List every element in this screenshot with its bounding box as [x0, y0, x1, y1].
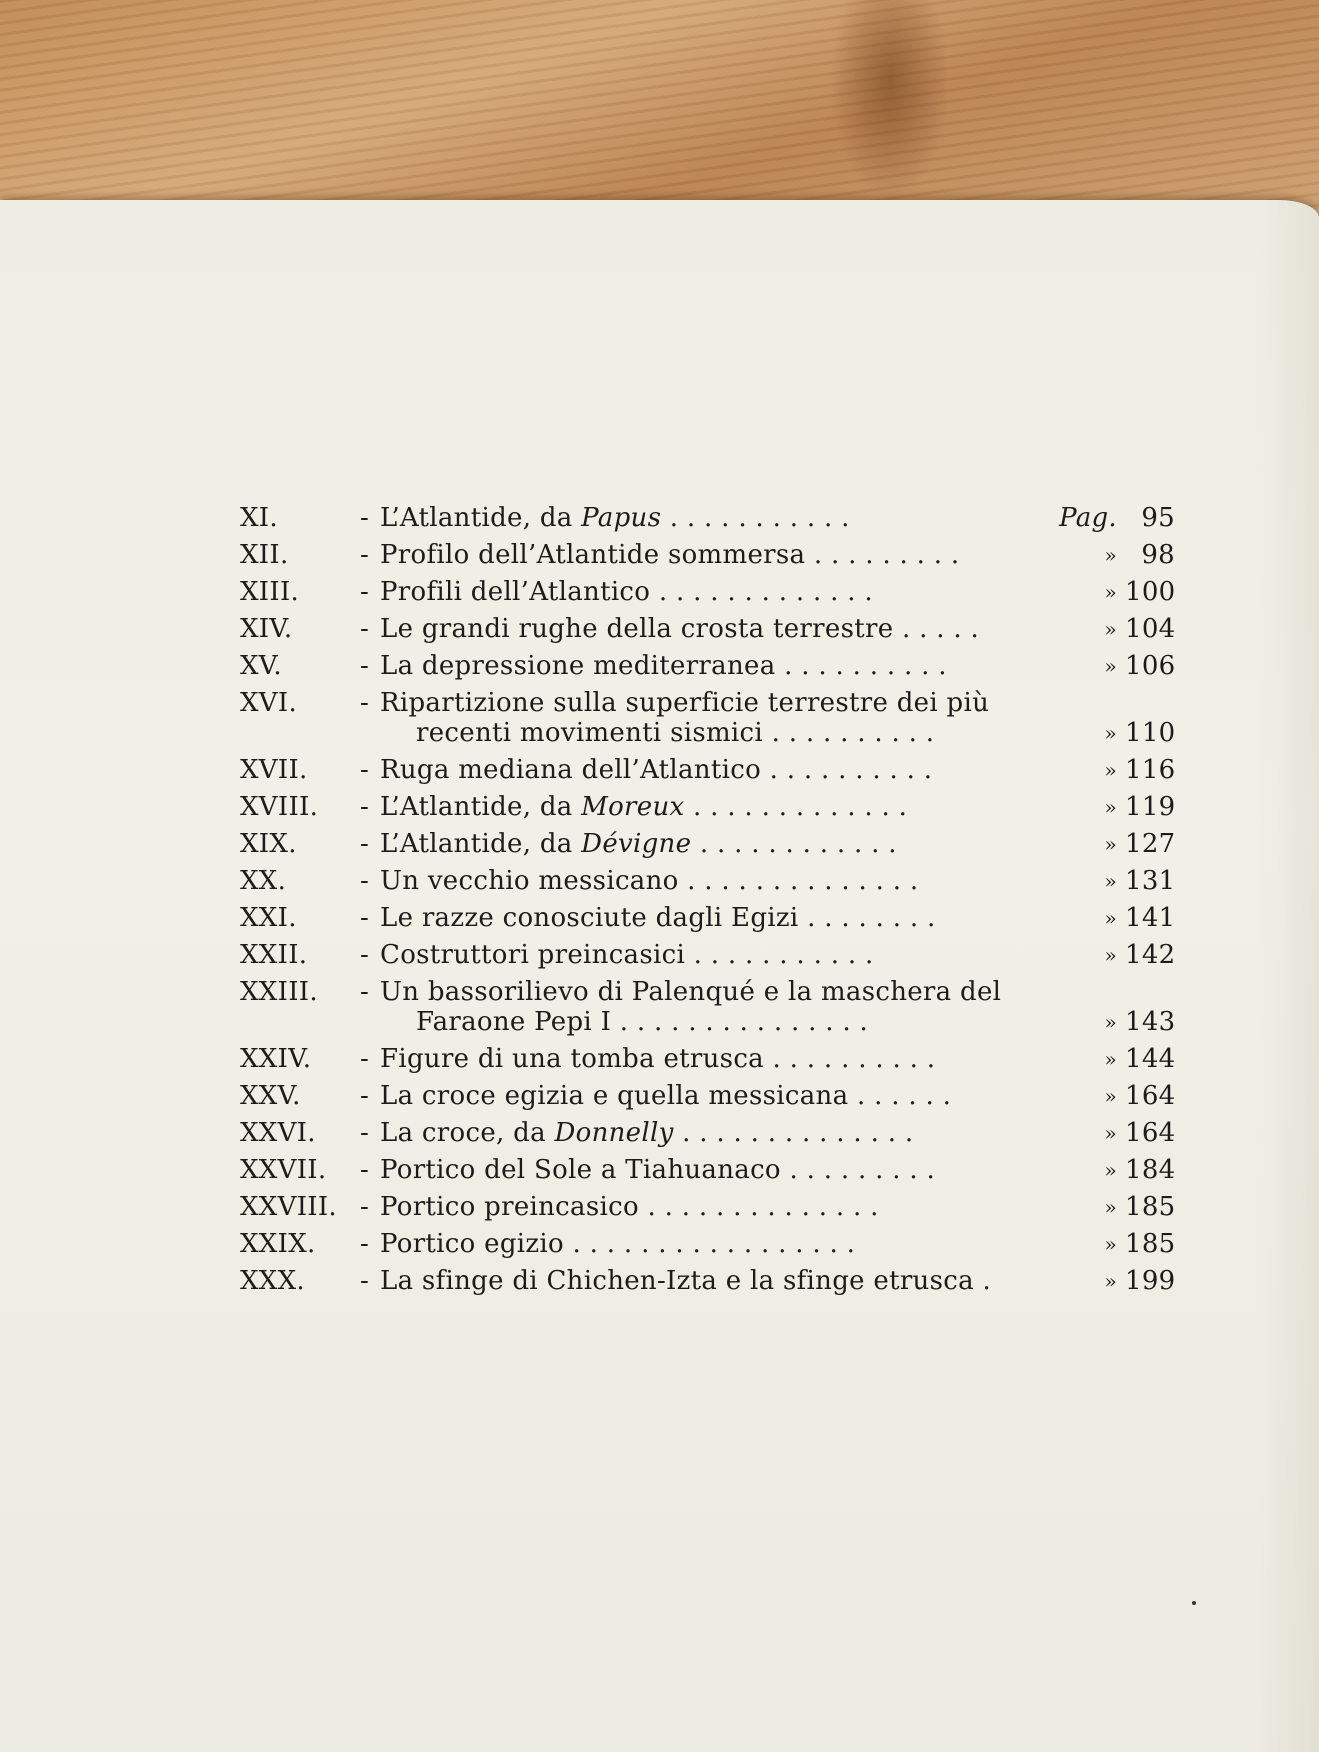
- ditto-mark: »: [1104, 795, 1117, 819]
- entry-number: XXIX.: [240, 1229, 316, 1259]
- ditto-mark: »: [1104, 580, 1117, 604]
- entry-title-continuation: Faraone Pepi I . . . . . . . . . . . . . . .: [416, 1007, 869, 1037]
- entry-number: XII.: [240, 540, 289, 570]
- entry-number: XIX.: [240, 829, 297, 859]
- entry-title: La sfinge di Chichen-Izta e la sfinge etrusca .: [380, 1266, 992, 1296]
- page-number: 131: [1125, 866, 1176, 896]
- ditto-mark: »: [1104, 1232, 1117, 1256]
- dot-leader: . . . . . . . . .: [805, 540, 960, 570]
- dot-leader: . . . . . . . . . .: [761, 755, 933, 785]
- page-number: 98: [1141, 540, 1175, 570]
- toc-entry: [240, 500, 1175, 537]
- entry-dash: -: [360, 903, 370, 933]
- page-number: 110: [1125, 718, 1176, 748]
- page-number: 164: [1125, 1081, 1176, 1111]
- ditto-mark: »: [1104, 1195, 1117, 1219]
- entry-dash: -: [360, 1229, 370, 1259]
- page-label: Pag.: [1059, 503, 1117, 533]
- entry-dash: -: [360, 866, 370, 896]
- dot-leader: . . . . . . . . . .: [763, 1044, 936, 1074]
- entry-title: L’Atlantide, da Dévigne . . . . . . . . . . . .: [380, 829, 897, 859]
- entry-title: L’Atlantide, da Papus . . . . . . . . . . .: [380, 503, 850, 533]
- page-number: 144: [1125, 1044, 1176, 1074]
- dot-leader: . . . . . . . . . . .: [685, 940, 874, 970]
- entry-dash: -: [360, 1081, 370, 1111]
- dot-leader: . . . . . . . . . . . . . .: [673, 1118, 914, 1148]
- entry-number: XV.: [240, 651, 282, 681]
- entry-title: Costruttori preincasici . . . . . . . . . . .: [380, 940, 874, 970]
- ditto-mark: »: [1104, 543, 1117, 567]
- ditto-mark: »: [1104, 1010, 1117, 1034]
- toc-entry: [240, 826, 1175, 863]
- entry-dash: -: [360, 503, 370, 533]
- page-number: 184: [1125, 1155, 1176, 1185]
- page-number: 127: [1125, 829, 1176, 859]
- ditto-mark: »: [1104, 1084, 1117, 1108]
- toc-entry: [240, 1226, 1175, 1263]
- entry-title: L’Atlantide, da Moreux . . . . . . . . . . . . .: [380, 792, 908, 822]
- entry-number: XXVIII.: [240, 1192, 337, 1222]
- page-number: 164: [1125, 1118, 1176, 1148]
- toc-entry: [240, 1041, 1175, 1078]
- entry-number: XXII.: [240, 940, 308, 970]
- dot-leader: .: [973, 1266, 992, 1296]
- toc-entry: [240, 648, 1175, 685]
- page-number: 185: [1125, 1229, 1176, 1259]
- entry-number: XX.: [240, 866, 287, 896]
- entry-number: XXIII.: [240, 977, 318, 1007]
- entry-title: Le razze conosciute dagli Egizi . . . . . . . .: [380, 903, 936, 933]
- toc-entry: [240, 1263, 1175, 1300]
- table-of-contents: [240, 500, 1175, 1300]
- entry-number: XIV.: [240, 614, 293, 644]
- entry-dash: -: [360, 1155, 370, 1185]
- entry-title: Portico preincasico . . . . . . . . . . . . . .: [380, 1192, 879, 1222]
- entry-number: XXIV.: [240, 1044, 312, 1074]
- entry-number: XXVI.: [240, 1118, 316, 1148]
- dot-leader: . . . . . .: [848, 1081, 952, 1111]
- entry-title: Ruga mediana dell’Atlantico . . . . . . . . . .: [380, 755, 933, 785]
- page-number: 142: [1125, 940, 1176, 970]
- dot-leader: . . . . . . . . . . . . . . . . .: [563, 1229, 856, 1259]
- entry-dash: -: [360, 540, 370, 570]
- page-number: 104: [1125, 614, 1176, 644]
- ink-speck: [1192, 1601, 1196, 1605]
- entry-number: XXI.: [240, 903, 297, 933]
- entry-number: XXVII.: [240, 1155, 327, 1185]
- entry-number: XVIII.: [240, 792, 319, 822]
- dot-leader: . . . . . . . . .: [780, 1155, 936, 1185]
- toc-entry: [240, 974, 1175, 1041]
- entry-title-continuation: recenti movimenti sismici . . . . . . . . . .: [416, 718, 935, 748]
- entry-dash: -: [360, 940, 370, 970]
- entry-title: La croce egizia e quella messicana . . . . . .: [380, 1081, 952, 1111]
- page-number: 199: [1125, 1266, 1176, 1296]
- entry-title: Un bassorilievo di Palenqué e la maschera del: [380, 977, 1002, 1007]
- toc-entry: [240, 611, 1175, 648]
- page-number: 143: [1125, 1007, 1176, 1037]
- entry-title: Portico del Sole a Tiahuanaco . . . . . . . . .: [380, 1155, 936, 1185]
- page-number: 185: [1125, 1192, 1176, 1222]
- toc-entry: [240, 863, 1175, 900]
- dot-leader: . . . . . . . . . . . . .: [650, 577, 873, 607]
- dot-leader: . . . . .: [893, 614, 980, 644]
- ditto-mark: »: [1104, 906, 1117, 930]
- entry-title: Un vecchio messicano . . . . . . . . . . . . . .: [380, 866, 919, 896]
- entry-title: Profilo dell’Atlantide sommersa . . . . . . . . .: [380, 540, 960, 570]
- entry-dash: -: [360, 577, 370, 607]
- toc-entry: [240, 685, 1175, 752]
- entry-dash: -: [360, 792, 370, 822]
- dot-leader: . . . . . . . . . . . . . . .: [611, 1007, 869, 1037]
- ditto-mark: »: [1104, 1047, 1117, 1071]
- ditto-mark: »: [1104, 617, 1117, 641]
- toc-entry: [240, 789, 1175, 826]
- ditto-mark: »: [1104, 758, 1117, 782]
- toc-entry: [240, 900, 1175, 937]
- dot-leader: . . . . . . . . . . . . . .: [678, 866, 919, 896]
- entry-number: XXV.: [240, 1081, 301, 1111]
- entry-title: Profili dell’Atlantico . . . . . . . . . . . . .: [380, 577, 873, 607]
- entry-dash: -: [360, 1266, 370, 1296]
- page-number: 116: [1125, 755, 1176, 785]
- wood-knot: [830, 0, 950, 200]
- ditto-mark: »: [1104, 869, 1117, 893]
- page-number: 119: [1125, 792, 1176, 822]
- toc-entry: [240, 752, 1175, 789]
- entry-dash: -: [360, 977, 370, 1007]
- ditto-mark: »: [1104, 721, 1117, 745]
- entry-title: Le grandi rughe della crosta terrestre . . . . .: [380, 614, 980, 644]
- toc-entry: [240, 937, 1175, 974]
- dot-leader: . . . . . . . .: [798, 903, 936, 933]
- entry-dash: -: [360, 651, 370, 681]
- dot-leader: . . . . . . . . . .: [775, 651, 947, 681]
- page-number: 100: [1125, 577, 1176, 607]
- entry-dash: -: [360, 755, 370, 785]
- entry-number: XXX.: [240, 1266, 305, 1296]
- toc-entry: [240, 1078, 1175, 1115]
- entry-dash: -: [360, 1044, 370, 1074]
- ditto-mark: »: [1104, 654, 1117, 678]
- dot-leader: . . . . . . . . . .: [763, 718, 935, 748]
- entry-dash: -: [360, 829, 370, 859]
- entry-title: La depressione mediterranea . . . . . . . . . .: [380, 651, 947, 681]
- toc-entry: [240, 1152, 1175, 1189]
- page-number: 106: [1125, 651, 1176, 681]
- dot-leader: . . . . . . . . . . .: [661, 503, 850, 533]
- entry-dash: -: [360, 688, 370, 718]
- entry-dash: -: [360, 1192, 370, 1222]
- toc-entry: [240, 1189, 1175, 1226]
- toc-entry: [240, 1115, 1175, 1152]
- entry-title: Ripartizione sulla superficie terrestre dei più: [380, 688, 990, 718]
- ditto-mark: »: [1104, 943, 1117, 967]
- entry-number: XIII.: [240, 577, 300, 607]
- entry-title: Portico egizio . . . . . . . . . . . . . . . . .: [380, 1229, 856, 1259]
- ditto-mark: »: [1104, 1158, 1117, 1182]
- page-number: 95: [1141, 503, 1175, 533]
- dot-leader: . . . . . . . . . . . .: [691, 829, 897, 859]
- page-edge-shade: [1259, 200, 1319, 1752]
- entry-number: XVII.: [240, 755, 308, 785]
- dot-leader: . . . . . . . . . . . . .: [684, 792, 908, 822]
- page-number: 141: [1125, 903, 1176, 933]
- entry-title: La croce, da Donnelly . . . . . . . . . . . . . .: [380, 1118, 914, 1148]
- entry-title: Figure di una tomba etrusca . . . . . . . . . .: [380, 1044, 936, 1074]
- entry-number: XVI.: [240, 688, 298, 718]
- toc-entry: [240, 537, 1175, 574]
- ditto-mark: »: [1104, 832, 1117, 856]
- ditto-mark: »: [1104, 1269, 1117, 1293]
- toc-entry: [240, 574, 1175, 611]
- entry-number: XI.: [240, 503, 278, 533]
- dot-leader: . . . . . . . . . . . . . .: [638, 1192, 879, 1222]
- entry-dash: -: [360, 1118, 370, 1148]
- entry-dash: -: [360, 614, 370, 644]
- ditto-mark: »: [1104, 1121, 1117, 1145]
